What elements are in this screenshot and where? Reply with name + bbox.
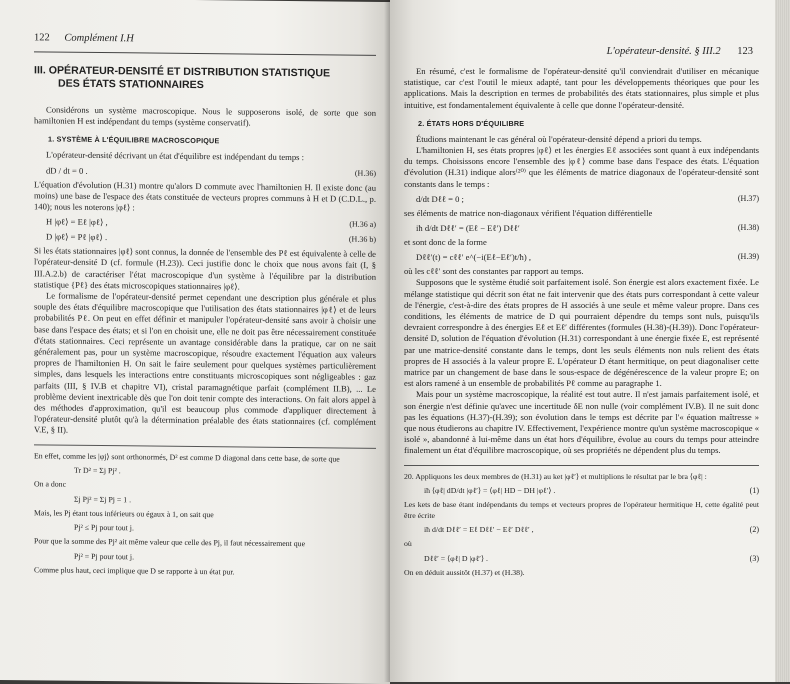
equation-body: d/dt Dℓℓ = 0 ;	[416, 193, 464, 204]
intro-paragraph: Considérons un système macroscopique. Nous le supposerons isolé, de sorte que son hamiltonien H est indépendant du temps (système conservatif).	[34, 104, 376, 128]
equation-body: Pj² = Pj pour tout j.	[74, 551, 135, 562]
page-number: 123	[737, 46, 753, 57]
paragraph: L'hamiltonien H, ses états propres |φℓ⟩ et les énergies Eℓ associées sont quant à eux indépendants du temps. Choisissons encore l'ensemble des |φℓ⟩ comme base dans l'espace des états. L'équation d'évolution (H.31) indique alors⁽²⁰⁾ que les éléments de matrice diagonaux de l'opérateur-densité sont constants dans le temps :	[404, 145, 759, 189]
equation-body: iħ d/dt Dℓℓ′ = (Eℓ − Eℓ′) Dℓℓ′	[416, 223, 520, 234]
equation-body: Dℓℓ′ = ⟨φℓ| D |φℓ′⟩ .	[424, 553, 488, 563]
equation-body: H |φℓ⟩ = Eℓ |φℓ⟩ ,	[46, 216, 108, 228]
right-page-header	[607, 46, 753, 57]
page-block-edge	[775, 0, 790, 682]
right-page	[390, 0, 775, 682]
paragraph: L'équation d'évolution (H.31) montre qu'alors D commute avec l'hamiltonien H. Il existe donc (au moins) une base de l'espace des états constituée de vecteurs propres communs à H et D (C.D.L., p. 140); nous les noterons |φℓ⟩ :	[34, 178, 376, 213]
paragraph: L'opérateur-densité décrivant un état d'équilibre est indépendant du temps :	[46, 149, 305, 163]
footnote-equation	[424, 553, 759, 565]
footnote-equation	[424, 524, 759, 536]
footnote-line: Pour que la somme des Pj² ait même valeur que celle des Pj, il faut nécessairement que	[34, 536, 306, 549]
footnote-line: Mais, les Pj étant tous inférieurs ou égaux à 1, on sait que	[34, 507, 214, 519]
footnote-equation	[74, 522, 376, 537]
paragraph: Mais pour un système macroscopique, la réalité est tout autre. Il n'est jamais parfaitement isolé, et son énergie n'est définie qu'avec une incertitude δE non nulle (voir complément IV.B). Il ne suit donc pas les équations (H.37)-(H.39); son évolution dans le temps est décrite par l'« équation maîtresse » que nous étudierons au chapitre IV. Effectivement, l'expérience montre qu'un système macroscopique « isolé », abandonné à lui-même dans un état hors d'équilibre, évolue au cours du temps pour atteindre finalement un état d'équilibre macroscopique, où ses propriétés ne dépendent plus du temps.	[404, 389, 760, 456]
paragraph: Si les états stationnaires |φℓ⟩ sont connus, la donnée de l'ensemble des Pℓ est équivalente à celle de l'opérateur-densité D (cf. formule (H.23)). Ceci justifie donc le choix que nous avons fait (I, § III.A.2.b) de caractériser l'état macroscopique d'un système à l'équilibre par la distribution statistique {Pℓ} des états microscopiques stationnaires |φℓ⟩.	[34, 245, 376, 292]
left-page	[0, 0, 390, 684]
paragraph: et sont donc de la forme	[404, 237, 487, 248]
footnote	[34, 451, 376, 579]
section-title-line-1: III. OPÉRATEUR-DENSITÉ ET DISTRIBUTION STATISTIQUE	[34, 64, 331, 80]
footnote-equation	[424, 485, 759, 497]
equation-body: dD / dt = 0 .	[46, 165, 88, 176]
equation-body: D |φℓ⟩ = Pℓ |φℓ⟩ .	[46, 231, 108, 243]
equation-body: iħ d/dt Dℓℓ′ = Eℓ Dℓℓ′ − Eℓ′ Dℓℓ′ ,	[424, 525, 534, 535]
footnote-rule	[34, 444, 376, 449]
equation-h37	[416, 193, 759, 205]
header-rule	[34, 51, 376, 56]
footnote-line: où	[404, 539, 412, 549]
subsection-heading-2: 2. ÉTATS HORS D'ÉQUILIBRE	[418, 118, 525, 128]
equation-body: iħ ⟨φℓ| dD/dt |φℓ′⟩ = ⟨φℓ| HD − DH |φℓ′⟩ .	[424, 486, 556, 496]
footnote-line: Comme plus haut, ceci implique que D se rapporte à un état pur.	[34, 564, 235, 577]
footnote-line: En effet, comme les |φj⟩ sont orthonormés, D² est comme D diagonal dans cette base, de sorte que	[34, 450, 340, 464]
footnote-equation	[74, 465, 376, 480]
equation-tag: (H.38)	[737, 223, 759, 233]
section-title-line-2: DES ÉTATS STATIONNAIRES	[58, 77, 204, 92]
equation-h36b	[46, 231, 376, 246]
page-number: 122	[34, 32, 50, 44]
equation-h36a	[46, 216, 376, 231]
equation-body: Dℓℓ′(t) = cℓℓ′ e^(−i(Eℓ−Eℓ′)t/ħ) ,	[416, 252, 532, 263]
footnote	[404, 472, 759, 579]
section-title	[34, 64, 376, 94]
paragraph: où les cℓℓ′ sont des constantes par rapport au temps.	[404, 266, 584, 277]
footnote-line: 20. Appliquons les deux membres de (H.31) au ket |φℓ′⟩ et multiplions le résultat par le bra ⟨φℓ| :	[404, 471, 707, 481]
equation-tag: (H.37)	[737, 193, 759, 203]
left-page-header	[34, 32, 376, 47]
equation-tag: (2)	[749, 525, 759, 535]
subsection-heading-1: 1. SYSTÈME À L'ÉQUILIBRE MACROSCOPIQUE	[48, 134, 220, 146]
equation-tag: (H.39)	[737, 252, 759, 262]
running-title: L'opérateur-densité. § III.2	[606, 46, 721, 57]
footnote-rule	[404, 465, 759, 466]
equation-h39	[416, 251, 759, 263]
equation-h38	[416, 222, 759, 234]
footnote-line: Les kets de base étant indépendants du temps et vecteurs propres de l'opérateur hermitique H, cette égalité peut être écrite	[404, 500, 759, 520]
paragraph: Étudions maintenant le cas général où l'opérateur-densité dépend a priori du temps.	[416, 133, 702, 144]
footnote-line: On a donc	[34, 479, 67, 489]
equation-body: Pj² ≤ Pj pour tout j.	[74, 522, 134, 533]
equation-tag: (H.36 b)	[348, 234, 376, 245]
equation-tag: (1)	[749, 486, 759, 496]
equation-body: Σj Pj² = Σj Pj = 1 .	[74, 494, 132, 505]
equation-tag: (H.36 a)	[349, 219, 376, 230]
running-title: Complément I.H	[64, 32, 134, 45]
footnote-line: On en déduit aussitôt (H.37) et (H.38).	[404, 567, 525, 577]
equation-tag: (3)	[749, 553, 759, 563]
paragraph: En résumé, c'est le formalisme de l'opérateur-densité qu'il conviendrait d'utiliser en mécanique statistique, car c'est l'outil le mieux adapté, tant pour les développements théoriques que pour les applications. Mais la description en termes de probabilités des états stationnaires, plus simple et plus intuitive, est fondamentalement équivalente à celle que donne l'opérateur-densité.	[404, 66, 759, 110]
footnote-equation	[74, 550, 376, 565]
equation-tag: (H.36)	[354, 168, 376, 178]
paragraph: Supposons que le système étudié soit parfaitement isolé. Son énergie est alors exactement fixée. Le mélange statistique qui décrit son état ne fait intervenir que des états purs correspondant à cette valeur de l'énergie, c'est-à-dire des états propres de H associés à une seule et même valeur propre. Dans ces conditions, les éléments de matrice de D qui pourraient dépendre du temps sont nuls, puisqu'ils devraient correspondre à des énergies Eℓ et Eℓ′ différentes (formules (H.38)-(H.39)). Donc l'opérateur-densité D, solution de l'équation d'évolution (H.31) correspondant à une énergie fixée E, est représenté par une matrice-densité constante dans le temps, dont les seuls éléments non nuls relient des états propres de H associés à la valeur propre E. L'opérateur D étant hermitique, on peut diagonaliser cette matrice par un changement de base dans le sous-espace de dégénérescence de la valeur propre E; on est alors ramené à un ensemble de probabilités Pℓ comme au paragraphe 1.	[404, 277, 759, 389]
footnote-equation	[74, 493, 376, 508]
paragraph: Le formalisme de l'opérateur-densité permet cependant une description plus générale et plus souple des états d'équilibre macroscopique que l'utilisation des états stationnaires |φℓ⟩ et de leurs probabilités Pℓ. On peut en effet définir et manipuler l'opérateur-densité sans avoir à choisir une base dans l'espace des états; et si l'on en choisit une, elle ne doit pas être nécessairement constituée d'états stationnaires. Ceci représente un avantage considérable dans la pratique, car on ne sait généralement pas, pour un système macroscopique, résoudre exactement l'équation aux valeurs propres de l'hamiltonien H. On sait le faire seulement pour quelques systèmes particulièrement simples, dans lesquels les interactions entre constituants microscopiques sont négligeables : gaz parfaits (III, § IV.B et chapitre VI), cristal paramagnétique parfait (complément II.B), ... Le problème devient inextricable dès que l'on doit tenir compte des interactions. On fait alors appel à des méthodes d'approximation, qu'il est beaucoup plus commode d'appliquer directement à l'opérateur-densité plutôt qu'à la détermination préalable des états stationnaires (cf. complément V.E, § II).	[34, 290, 376, 436]
equation-body: Tr D² = Σj Pj² .	[74, 465, 121, 476]
paragraph: ses éléments de matrice non-diagonaux vérifient l'équation différentielle	[404, 207, 653, 218]
equation-h36	[46, 164, 376, 179]
